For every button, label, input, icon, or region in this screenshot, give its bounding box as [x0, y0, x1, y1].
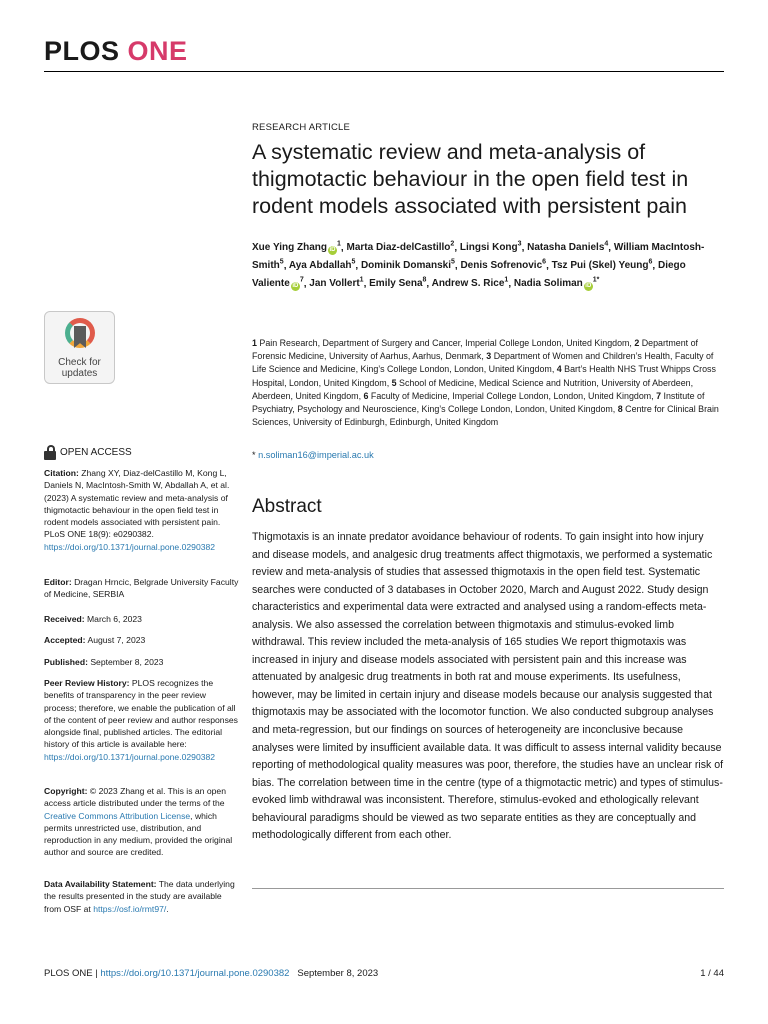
author[interactable]	[252, 242, 341, 253]
peer-review-label: Peer Review History:	[44, 678, 130, 688]
editor-text: Dragan Hrncic, Belgrade University Faculty of Medicine, SERBIA	[44, 577, 239, 600]
author-affiliation-sup: 1	[504, 276, 509, 284]
affiliation-item	[364, 391, 654, 401]
author-affiliation-sup: 3	[517, 241, 522, 248]
email-link[interactable]: n.soliman16@imperial.ac.uk	[258, 450, 374, 460]
author-affiliation-sup: 6	[542, 258, 547, 266]
author-name: Denis Sofrenovic	[460, 260, 543, 272]
journal-logo	[44, 36, 188, 67]
author-affiliation-sup: 1*	[592, 276, 600, 284]
author-name: Diego Valiente	[252, 260, 686, 290]
abstract-heading: Abstract	[252, 496, 322, 517]
author-name: Natasha Daniels	[527, 242, 605, 254]
badge-line-1: Check for	[58, 357, 101, 368]
accepted-block	[44, 634, 240, 646]
author[interactable]	[514, 278, 600, 289]
copyright-text-start: © 2023 Zhang et al. This is an open access article distributed under the terms of the	[44, 786, 226, 809]
author-name: Tsz Pui (Skel) Yeung	[551, 260, 649, 272]
open-lock-icon	[44, 445, 56, 460]
footer-journal: PLOS ONE	[44, 968, 93, 979]
citation-block	[44, 467, 240, 553]
author-affiliation-sup: 5	[279, 258, 284, 266]
affiliation-number: 2	[634, 338, 640, 348]
affiliation-number: 6	[363, 390, 369, 401]
abstract-divider	[252, 888, 724, 889]
author[interactable]	[369, 278, 426, 289]
corresponding-email	[252, 450, 724, 460]
affiliation-text: Faculty of Medicine, Imperial College London, London, United Kingdom,	[370, 390, 654, 401]
footer-doi-link[interactable]: https://doi.org/10.1371/journal.pone.0290382	[100, 968, 290, 979]
affiliation-number: 3	[486, 351, 492, 362]
author[interactable]	[460, 260, 546, 271]
accepted-label: Accepted:	[44, 635, 86, 645]
copyright-label: Copyright:	[44, 786, 88, 796]
affiliation-number: 7	[656, 390, 662, 401]
author[interactable]	[527, 242, 608, 253]
peer-review-link[interactable]: https://doi.org/10.1371/journal.pone.0290382	[44, 751, 216, 762]
badge-line-2: updates	[61, 368, 98, 379]
email-star: *	[252, 450, 256, 460]
author-name: William MacIntosh-Smith	[252, 242, 705, 272]
citation-label: Citation:	[44, 468, 79, 478]
data-availability-label: Data Availability Statement:	[44, 879, 157, 889]
abstract-text: Thigmotaxis is an innate predator avoidance behaviour of rodents. To gain insight into how injury and disease models, and analgesic drug treatments affect thigmotaxis, we performed a systematic review and meta-analysis of studies that assessed thigmotaxis in the open field test. Systematic searches were conducted of 3 databases in October 2020, March and August 2022. Study design characteristics and experimental data were extracted and analysed using a random-effects meta-analysis. We also assessed the correlation between thigmotaxis and stimulus-evoked limb withdrawal. This review included the meta-analysis of 165 studies We report thigmotaxis was increased in injury and disease models associated with persistent pain and this increase was attenuated by analgesic drug treatments in both rat and mouse experiments. Its usefulness, however, may be limited in certain injury and disease models because our analysis suggested that thigmotaxis may be associated with the locomotor function. We also conducted subgroup analyses and meta-regression, but our findings on sources of heterogeneity are inconclusive because analyses were limited by insufficient available data. It was difficult to assess internal validity because reporting of methodological quality measures was poor, therefore, the studies have an unclear risk of bias. The correlation between time in the centre (type of a thigmotactic metric) and types of stimulus-evoked limb withdrawal was inconsistent. Therefore, stimulus-evoked and ethologically relevant behavioural paradigms should be viewed as two separate entities as they are conceptually and methodologically different from each other.	[252, 531, 724, 842]
peer-review-text: PLOS recognizes the benefits of transparency in the peer review process; therefore, we enable the publication of all of the content of peer review and author responses alongside final, published articles. The editorial history of this article is available here:	[44, 678, 238, 750]
affiliation-number: 5	[391, 377, 397, 388]
received-label: Received:	[44, 614, 85, 624]
affiliation-number: 4	[556, 364, 562, 375]
affiliation-text: Institute of Psychiatry, Psychology and Neuroscience, King’s College London, London, United Kingdom,	[252, 390, 705, 415]
affiliation-text: Department of Women and Children’s Health, Faculty of Life Science and Medicine, King’s College London, London, United Kingdom,	[252, 351, 714, 375]
author-list: Xue Ying Zhang $iD^1$, Marta Diaz-delCastillo$^2$, Lingsi Kong$^3$, Natasha Daniels$^4$, William MacIntosh-Smith$^5$, Aya Abdallah$^5$, Dominik Domanski$^5$, Denis Sofrenovic$^6$, Tsz Pui (Skel) Yeung$^6$, Diego Valiente $iD^7$, Jan Vollert$^1$, Emily Sena$^8$, Andrew S. Rice$^1$, Nadia Soliman $iD^{1*}$	[252, 241, 705, 290]
received-block	[44, 613, 240, 625]
accepted-date: August 7, 2023	[87, 635, 146, 645]
author[interactable]	[346, 242, 454, 253]
published-block	[44, 656, 240, 668]
check-for-updates-badge[interactable]	[44, 311, 115, 384]
header-divider	[44, 71, 724, 72]
affiliation-text: School of Medicine, Medical Science and Nutrition, University of Aberdeen, Aberdeen, United Kingdom,	[252, 377, 694, 401]
author-affiliation-sup: 1	[337, 241, 341, 248]
published-date: September 8, 2023	[90, 657, 164, 667]
author-name: Marta Diaz-delCastillo	[346, 242, 451, 254]
article-type: RESEARCH ARTICLE	[252, 122, 351, 133]
author-affiliation-sup: 8	[422, 276, 427, 284]
orcid-icon[interactable]: iD	[585, 283, 592, 290]
author-affiliation-sup: 4	[604, 241, 609, 248]
author-name: Jan Vollert	[309, 278, 360, 290]
affiliation-number: 1	[252, 338, 257, 348]
footer-separator: |	[95, 968, 98, 979]
received-date: March 6, 2023	[87, 614, 142, 624]
article-title: A systematic review and meta-analysis of thigmotactic behaviour in the open field test in rodent models associated with persistent pain	[252, 140, 689, 218]
author[interactable]	[309, 278, 363, 289]
author-name: Nadia Soliman	[513, 278, 583, 290]
author[interactable]	[460, 242, 522, 253]
open-access-text: OPEN ACCESS	[60, 447, 132, 458]
orcid-icon[interactable]: iD	[329, 247, 336, 254]
data-availability-end: .	[166, 903, 169, 914]
author-affiliation-sup: 2	[450, 241, 455, 248]
osf-link[interactable]: https://osf.io/rmt97/	[93, 903, 167, 914]
footer-date: September 8, 2023	[297, 968, 379, 979]
data-availability-text: The data underlying the results presented in the study are available from OSF at	[44, 879, 235, 914]
affiliation-text: Bart’s Health NHS Trust Whipps Cross Hospital, London, United Kingdom,	[252, 364, 716, 388]
author-affiliation-sup: 5	[351, 258, 356, 266]
author[interactable]	[289, 260, 356, 271]
affiliation-number: 8	[617, 404, 623, 415]
editor-block	[44, 576, 240, 601]
citation-text: Zhang XY, Diaz-delCastillo M, Kong L, Daniels N, MacIntosh-Smith W, Abdallah A, et al. (2023) A systematic review and meta-analysis of thigmotactic behaviour in the open field test in rodent models associated with persistent pain. PLoS ONE 18(9): e0290382.	[44, 468, 230, 540]
page-number: 1 / 44	[700, 968, 724, 979]
copyright-text-end: , which permits unrestricted use, distribution, and reproduction in any medium, provided the original author and source are credited.	[44, 810, 233, 858]
author-name: Lingsi Kong	[459, 242, 518, 254]
editor-label: Editor:	[44, 577, 72, 587]
published-label: Published:	[44, 657, 88, 667]
author-affiliation-sup: 7	[299, 276, 304, 284]
affiliation-text: Department of Forensic Medicine, University of Aarhus, Aarhus, Denmark,	[252, 338, 698, 362]
author-name: Andrew S. Rice	[431, 278, 505, 290]
affiliation-text: Centre for Clinical Brain Sciences, University of Edinburgh, Edinburgh, United Kingdom	[252, 404, 719, 428]
author[interactable]	[552, 260, 653, 271]
open-access-label	[44, 445, 132, 460]
author-affiliation-sup: 6	[648, 258, 653, 266]
orcid-icon[interactable]: iD	[292, 283, 299, 290]
affiliations	[252, 337, 724, 429]
peer-review-block	[44, 677, 240, 763]
journal-name-one: ONE	[127, 36, 188, 66]
author[interactable]	[361, 260, 455, 271]
author-name: Dominik Domanski	[360, 260, 451, 272]
author-name: Aya Abdallah	[288, 260, 352, 272]
license-link[interactable]: Creative Commons Attribution License	[44, 810, 191, 821]
author-affiliation-sup: 1	[359, 276, 364, 284]
data-availability-block	[44, 878, 240, 915]
copyright-block	[44, 785, 240, 859]
journal-name-plos: PLOS	[44, 36, 120, 66]
citation-doi-link[interactable]: https://doi.org/10.1371/journal.pone.0290382	[44, 541, 216, 552]
page-footer	[44, 968, 724, 979]
affiliation-item	[252, 338, 632, 348]
author[interactable]	[432, 278, 509, 289]
author-name: Emily Sena	[369, 278, 423, 290]
author-affiliation-sup: 5	[450, 258, 455, 266]
author-name: Xue Ying Zhang	[252, 242, 328, 254]
affiliation-text: Pain Research, Department of Surgery and Cancer, Imperial College London, United Kingdom,	[259, 338, 632, 348]
